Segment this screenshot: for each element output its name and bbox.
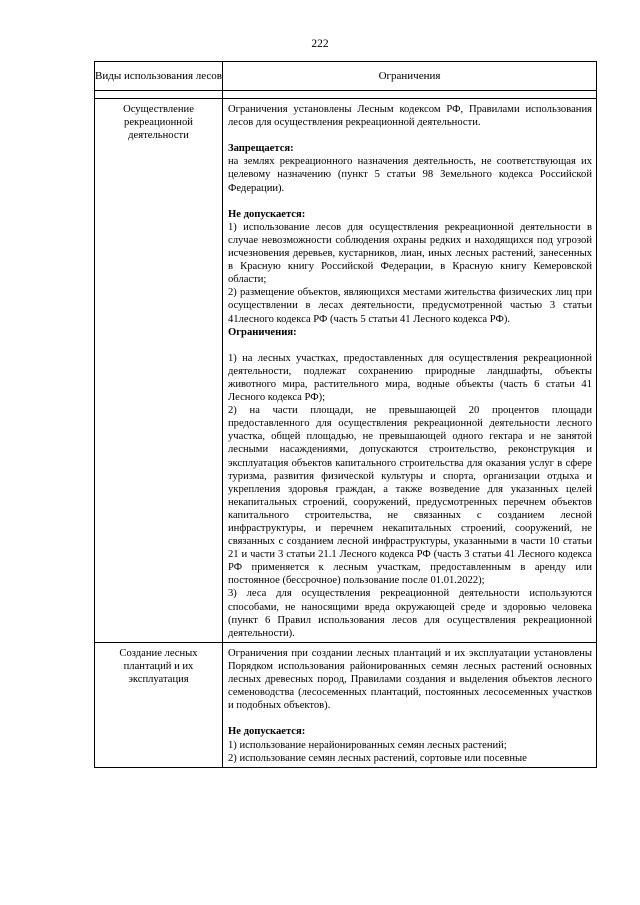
table-row	[95, 642, 597, 767]
section-heading: Ограничения:	[228, 326, 297, 338]
section-heading: Не допускается:	[228, 208, 306, 220]
paragraph: Ограничения при создании лесных плантаций и их эксплуатации установлены Порядком использования районированных семян лесных растений основных лесных древесных пород, Правилами создания и выделения объектов лесного семеноводства (лесосеменных плантаций, постоянных лесосеменных участков и подобных объектов).	[228, 647, 592, 712]
restriction-text	[223, 642, 597, 767]
restrictions-table	[94, 61, 597, 768]
table-header-row	[95, 62, 597, 91]
header-restrictions: Ограничения	[223, 62, 597, 91]
table-spacer-row	[95, 91, 597, 99]
paragraph: 1) использование нерайонированных семян лесных растений;	[228, 739, 507, 751]
header-forest-use-types: Виды использования лесов	[95, 62, 223, 91]
restriction-text	[223, 99, 597, 643]
paragraph: 1) на лесных участках, предоставленных для осуществления рекреационной деятельности, подлежат сохранению природные ландшафты, объекты животного мира, растительного мира, водные объекты (часть 6 статьи 41 Лесного кодекса РФ);	[228, 352, 592, 404]
paragraph: 2) использование семян лесных растений, сортовые или посевные	[228, 752, 527, 764]
paragraph: 2) на части площади, не превышающей 20 процентов площади предоставленного для осуществления рекреационной деятельности лесного участка, общей площадью, не превышающей одного гектара и не занятой лесными насаждениями, допускаются строительство, реконструкция и эксплуатация объектов капитального строительства для оказания услуг в сфере туризма, развития физической культуры и спорта, организации отдыха и укрепления здоровья граждан, а также возведение для указанных целей некапитальных строений, сооружений, предусмотренных перечнем объектов капитального строительства, не связанных с созданием лесной инфраструктуры, и перечнем некапитальных строений, сооружений, не связанных с созданием лесной инфраструктуры, указанными в части 10 статьи 21 и части 3 статьи 21.1 Лесного кодекса РФ (часть 3 статьи 41 Лесного кодекса РФ применяется к лесным участкам, предоставленным в аренду или постоянное (бессрочное) пользование после 01.01.2022);	[228, 405, 592, 587]
paragraph-gap	[228, 195, 592, 208]
table-row	[95, 99, 597, 643]
forest-use-kind: Создание лесных плантаций и их эксплуатация	[95, 642, 223, 767]
paragraph: 2) размещение объектов, являющихся местами жительства физических лиц при осуществлении в лесах деятельности, предусмотренной частью 3 статьи 41лесного кодекса РФ (часть 5 статьи 41 Лесного кодекса РФ).	[228, 287, 592, 325]
paragraph: 3) леса для осуществления рекреационной деятельности используются способами, не наносящими вреда окружающей среде и здоровью человека (пункт 6 Правил использования лесов для осуществления рекреационной деятельности).	[228, 588, 592, 639]
section-heading: Запрещается:	[228, 143, 294, 155]
paragraph-gap	[228, 129, 592, 142]
forest-use-kind: Осуществление рекреационной деятельности	[95, 99, 223, 643]
paragraph: Ограничения установлены Лесным кодексом РФ, Правилами использования лесов для осуществления рекреационной деятельности.	[228, 104, 592, 129]
paragraph-gap	[228, 339, 592, 352]
page-number: 222	[311, 38, 329, 50]
section-heading: Не допускается:	[228, 726, 306, 738]
paragraph: на землях рекреационного назначения деятельность, не соответствующая их целевому назначению (пункт 5 статьи 98 Земельного кодекса Российской Федерации).	[228, 156, 592, 194]
paragraph: 1) использование лесов для осуществления рекреационной деятельности в случае невозможности соблюдения охраны редких и находящихся под угрозой исчезновения деревьев, кустарников, лиан, иных лесных растений, занесенных в Красную книгу Российской Федерации, в Красную книгу Кемеровской области;	[228, 221, 592, 286]
paragraph-gap	[228, 712, 592, 725]
